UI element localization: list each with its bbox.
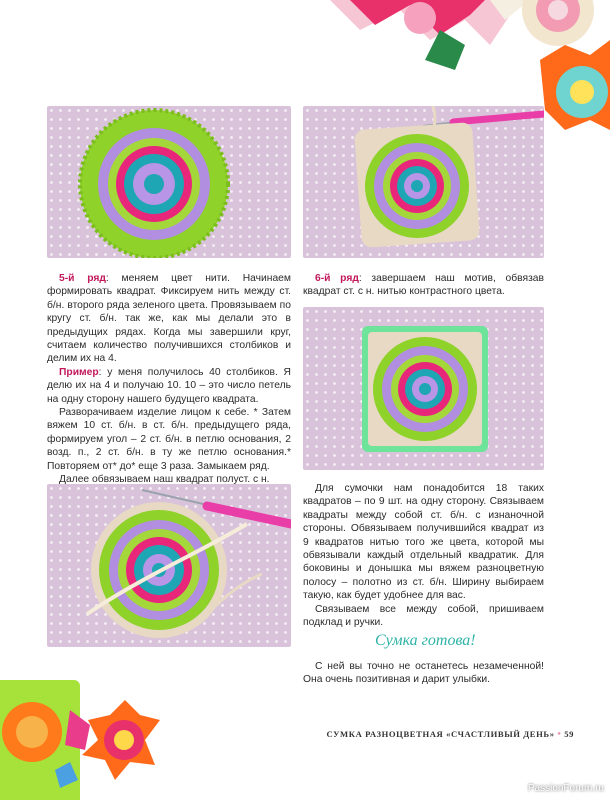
left-column-text — [47, 272, 291, 487]
turn-paragraph: Разворачиваем изделие лицом к себе. * Затем вяжем 10 ст. б/н. в ст. б/н. предыдущего ряда, формируем угол – 2 ст. б/н. в петлю основания, 2 возд. п., 2 ст. б/н. в ту же петлю основания.* Повторяем от* до* еще 3 раза. Замыкаем ряд. — [47, 407, 291, 472]
bag-paragraph-1: Для сумочки нам понадобится 18 таких квадратов – по 9 шт. на одну сторону. Связываем квадраты между собой ст. б/н. с изнаночной стороны. Обвязываем получившийся квадрат из 9 квадратов нитью того же цвета, которой мы обвязывали каждый отдельный квадратик. Для боковины и донышка мы вяжем разноцветную полосу – полотно из ст. б/н. Ширину выбираем такую, как будет удобнее для вас. — [303, 483, 544, 602]
photo-forming-square — [47, 484, 291, 647]
bag-ready-subtitle: Сумка готова! — [375, 632, 476, 649]
example-label: Пример — [59, 366, 99, 378]
next-paragraph: Далее обвязываем наш квадрат полуст. с н. — [59, 474, 270, 486]
row6-paragraph — [303, 272, 544, 299]
row5-text: : меняем цвет нити. Начинаем формировать квадрат. Фиксируем нить между ст. б/н. второго ряда зеленого цвета. Провязываем по кругу ст. б/н. так же, как мы делали это в предыдущих рядах. Когда мы завершили круг, считаем количество получившихся столбиков и делим их на 4. — [47, 273, 291, 365]
footer-title: СУМКА РАЗНОЦВЕТНАЯ «СЧАСТЛИВЫЙ ДЕНЬ» — [326, 729, 555, 739]
photo-finished-square — [303, 307, 544, 470]
row5-paragraph — [47, 272, 291, 366]
bag-paragraph-2: Связываем все между собой, пришиваем подклад и ручки. — [303, 603, 544, 629]
page-number: 59 — [564, 729, 574, 739]
bag-instructions — [303, 482, 544, 629]
example-paragraph — [47, 366, 291, 406]
row6-text: : завершаем наш мотив, обвязав квадрат ст. с н. нитью контрастного цвета. — [303, 273, 544, 298]
example-text: : у меня получилось 40 столбиков. Я делю их на 4 и получаю 10. 10 – это число петель на одну сторону нашего будущего квадрата. — [47, 366, 291, 405]
row6-label: 6-й ряд — [315, 273, 359, 284]
watermark: PassionForum.ru — [527, 783, 604, 794]
photo-circle-motif — [47, 106, 291, 258]
crochet-flowers-bottom-decoration — [0, 670, 170, 800]
photo-square-with-hook — [303, 106, 544, 258]
row5-label: 5-й ряд — [59, 273, 106, 284]
footer-separator: • — [557, 729, 562, 740]
page-footer — [326, 729, 574, 740]
closing-paragraph: С ней вы точно не останетесь незамеченной! Она очень позитивная и дарит улыбки. — [303, 661, 544, 686]
